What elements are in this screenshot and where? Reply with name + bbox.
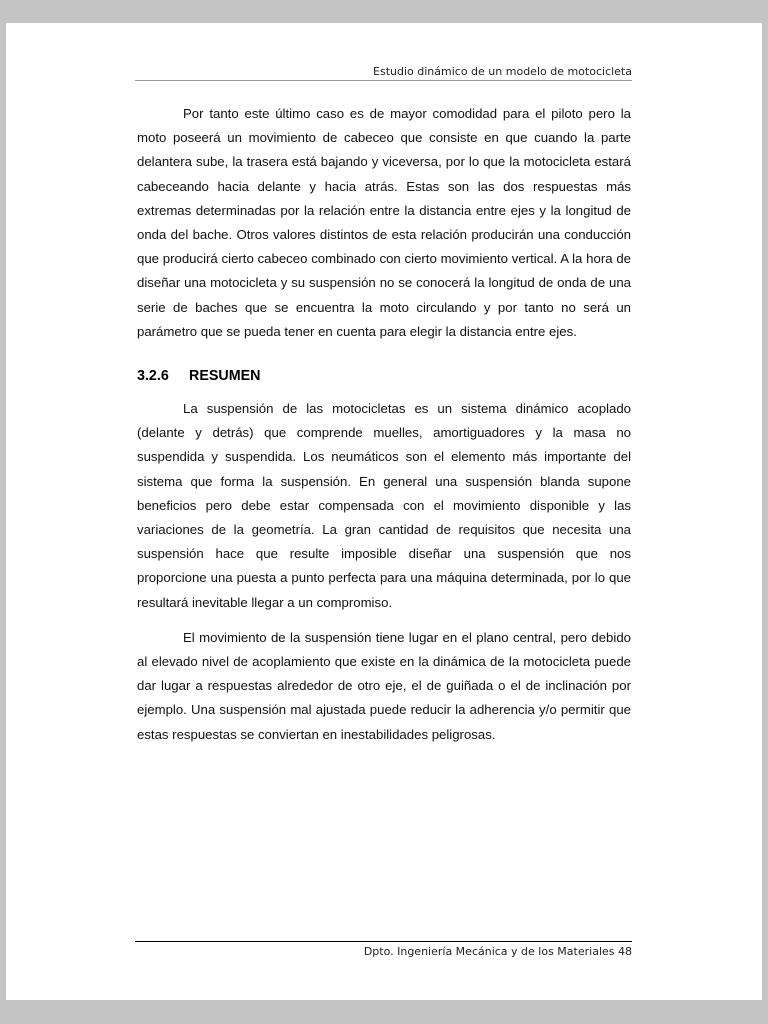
body-paragraph: El movimiento de la suspensión tiene lugar en el plano central, pero debido al elevado nivel de acoplamiento que existe en la dinámica de la motocicleta puede dar lugar a respuestas alrededor de otro eje, el de guiñada o el de inclinación por ejemplo. Una suspensión mal ajustada puede reducir la adherencia y/o permitir que estas respuestas se conviertan en inestabilidades peligrosas. — [137, 629, 631, 742]
page-number: 48 — [618, 945, 632, 958]
section-heading — [137, 367, 631, 385]
page-header — [135, 66, 632, 81]
document-page — [6, 23, 762, 1000]
page-footer — [135, 941, 632, 959]
section-title: RESUMEN — [189, 368, 261, 385]
header-title: Estudio dinámico de un modelo de motocicleta — [373, 65, 632, 78]
section-number: 3.2.6 — [137, 368, 169, 385]
page-body — [137, 102, 631, 747]
body-paragraph: Por tanto este último caso es de mayor comodidad para el piloto pero la moto poseerá un movimiento de cabeceo que consiste en que cuando la parte delantera sube, la trasera está bajando y viceversa, por lo que la motocicleta estará cabeceando hacia delante y hacia atrás. Estas son las dos respuestas más extremas determinadas por la relación entre la distancia entre ejes y la longitud de onda del bache. Otros valores distintos de esta relación producirán una conducción que producirá cierto cabeceo combinado con cierto movimiento vertical. A la hora de diseñar una motocicleta y su suspensión no se conocerá la longitud de onda de una serie de baches que se encuentra la moto circulando y por tanto no será un parámetro que se pueda tener en cuenta para elegir la distancia entre ejes. — [137, 106, 631, 339]
body-paragraph: La suspensión de las motocicletas es un sistema dinámico acoplado (delante y detrás) que comprende muelles, amortiguadores y la masa no suspendida y suspendida. Los neumáticos son el elemento más importante del sistema que forma la suspensión. En general una suspensión blanda supone beneficios pero debe estar compensada con el movimiento disponible y las variaciones de la geometría. La gran cantidad de requisitos que necesita una suspensión hace que resulte imposible diseñar una suspensión que nos proporcione una puesta a punto perfecta para una máquina determinada, por lo que resultará inevitable llegar a un compromiso. — [137, 401, 631, 610]
footer-department: Dpto. Ingeniería Mecánica y de los Materiales — [363, 945, 615, 958]
